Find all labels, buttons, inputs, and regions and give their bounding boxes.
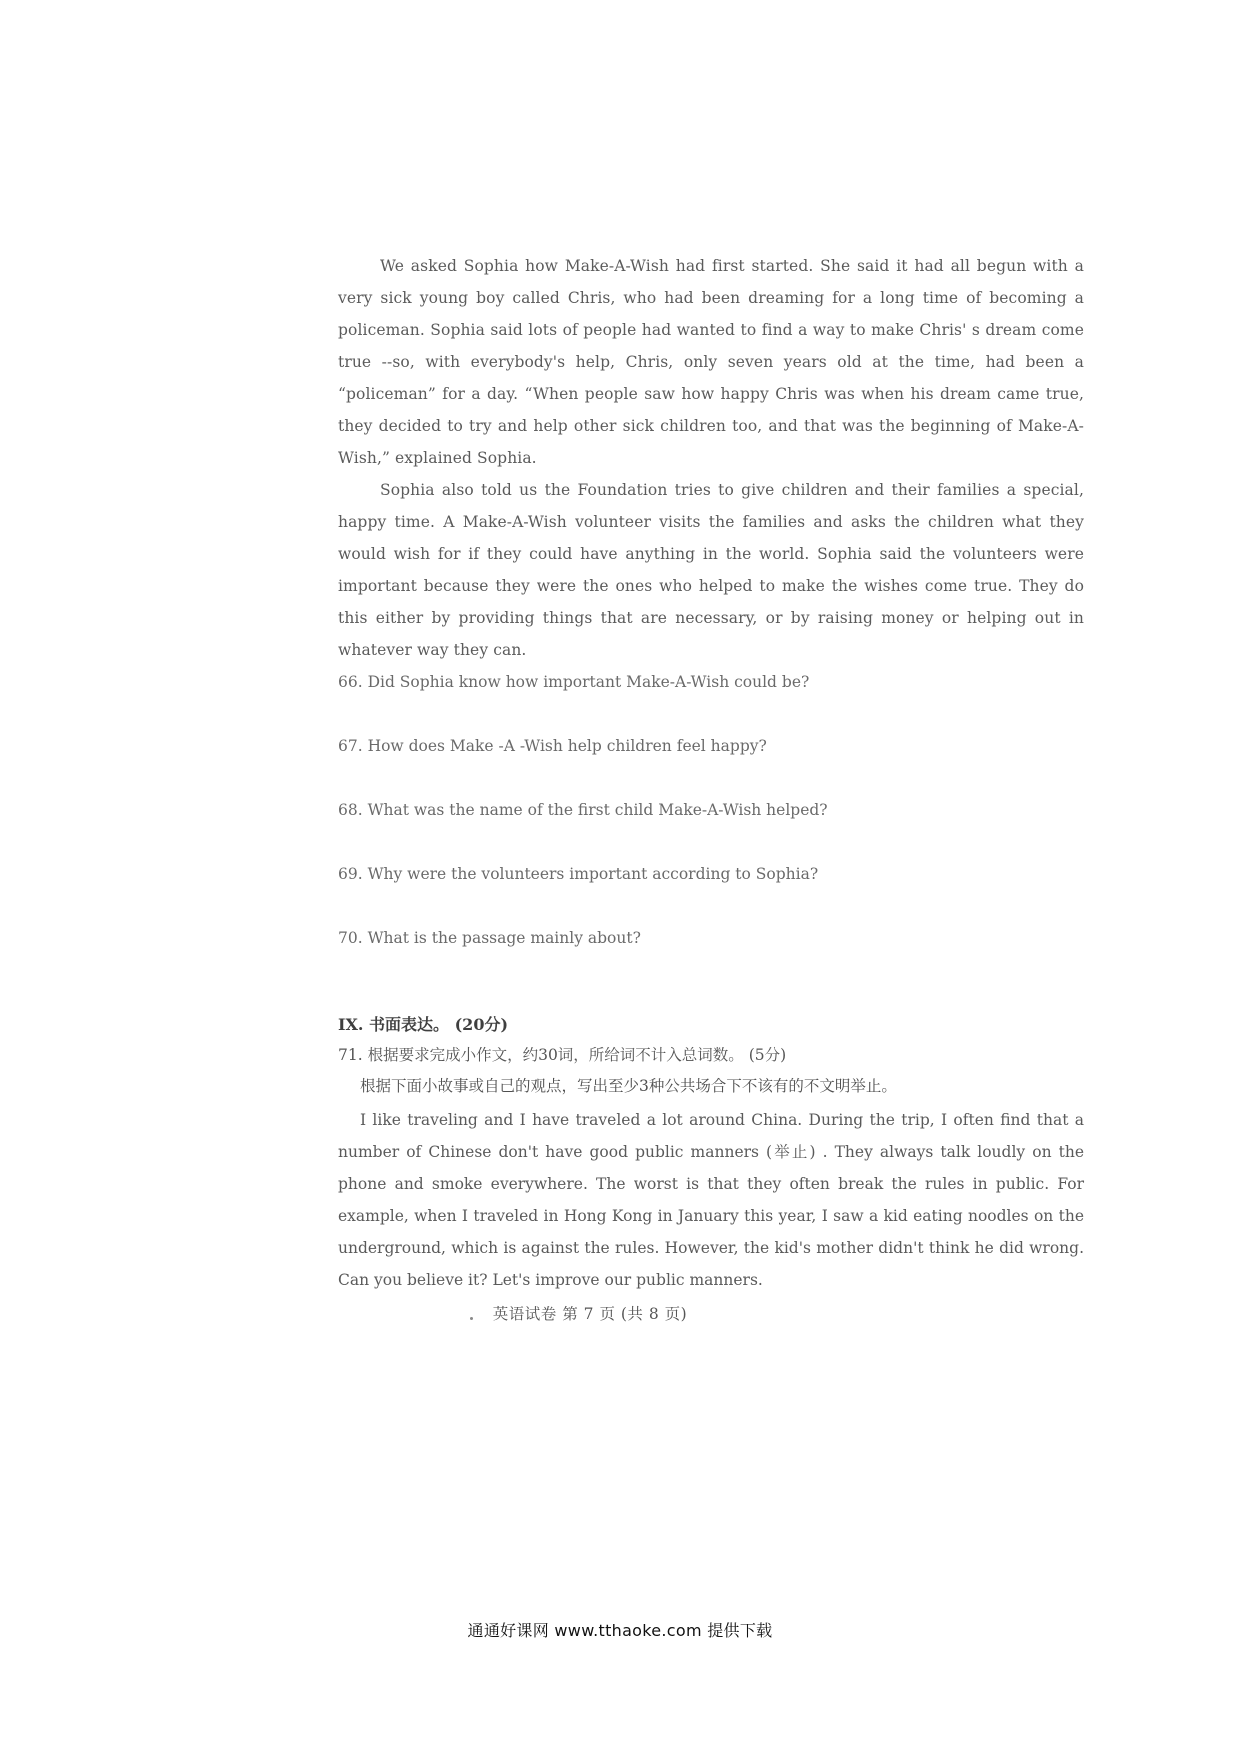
writing-task: 71. 根据要求完成小作文，约30词，所给词不计入总词数。 (5分) [338,1046,787,1064]
question-68: 68. What was the name of the first child Make-A-Wish helped? [338,801,828,819]
download-watermark: 通通好课网 www.tthaoke.com 提供下载 [467,1621,773,1640]
question-69: 69. Why were the volunteers important according to Sophia? [338,865,819,883]
writing-section [338,1010,1084,1296]
passage-paragraph: We asked Sophia how Make-A-Wish had first started. She said it had all begun with a very sick young boy called Chris, who had been dreaming for a long time of becoming a policeman. Sophia said lots of people had wanted to find a way to make Chris' s dream come true --so, with everybody's help, Chris, only seven years old at the time, had been a “policeman” for a day. “When people saw how happy Chris was when his dream came true, they decided to try and help other sick children too, and that was the beginning of Make-A-Wish,” explained Sophia. [338,257,1084,467]
passage-paragraph: Sophia also told us the Foundation tries to give children and their families a special, happy time. A Make-A-Wish volunteer visits the families and asks the children what they would wish for if they could have anything in the world. Sophia said the volunteers were important because they were the ones who helped to make the wishes come true. They do this either by providing things that are necessary, or by raising money or helping out in whatever way they can. [338,481,1084,659]
question-67: 67. How does Make -A -Wish help children feel happy? [338,737,767,755]
section-title: IX. 书面表达。 (20分) [338,1015,509,1034]
page-number [0,1302,1240,1324]
writing-story: I like traveling and I have traveled a lot around China. During the trip, I often find that a number of Chinese don't have good public manners (举止) . They always talk loudly on the phone and smoke everywhere. The worst is that they often break the rules in public. For example, when I traveled in Hong Kong in January this year, I saw a kid eating noodles on the underground, which is against the rules. However, the kid's mother didn't think he did wrong. Can you believe it? Let's improve our public manners. [338,1111,1084,1289]
reading-passage [338,250,1084,666]
writing-instruction: 根据下面小故事或自己的观点，写出至少3种公共场合下不该有的不文明举止。 [360,1077,897,1095]
question-66: 66. Did Sophia know how important Make-A-Wish could be? [338,673,810,691]
question-list [338,666,1084,954]
question-70: 70. What is the passage mainly about? [338,929,641,947]
page-number-label: 英语试卷 第 7 页 (共 8 页) [492,1305,688,1323]
scanned-content [338,250,1084,1340]
